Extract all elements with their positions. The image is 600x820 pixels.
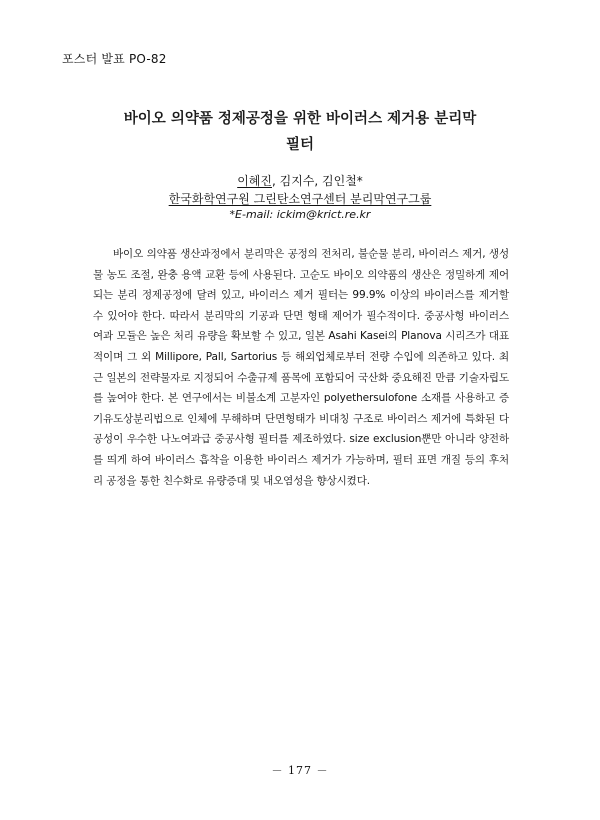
page-number: － 177 － bbox=[271, 764, 329, 777]
paper-title bbox=[60, 106, 540, 158]
corresponding-email: *E-mail: ickim@krict.re.kr bbox=[229, 208, 371, 221]
paper-title-line-2: 필터 bbox=[285, 137, 314, 153]
affiliation bbox=[60, 190, 540, 208]
session-label: 포스터 발표 PO-82 bbox=[62, 52, 167, 66]
abstract-body: 바이오 의약품 생산과정에서 분리막은 공정의 전처리, 불순물 분리, 바이러스 제거, 생성물 농도 조절, 완충 용액 교환 등에 사용된다. 고순도 바이오 의약품의 생산은 정밀하게 제어되는 분리 정제공정에 달려 있고, 바이러스 제거 필터는 99.9% 이상의 바이러스를 제거할 수 있어야 한다. 따라서 분리막의 기공과 단면 형태 제어가 필수적이다. 중공사형 바이러스 여과 모듈은 높은 처리 유량을 확보할 수 있고, 일본 Asahi Kasei의 Planova 시리즈가 대표적이며 그 외 Millipore, Pall, Sartorius 등 해외업체로부터 전량 수입에 의존하고 있다. 최근 일본의 전략물자로 지정되어 수출규제 품목에 포함되어 국산화 중요해진 만큼 기술자립도를 높여야 한다. 본 연구에서는 비불소계 고분자인 polyethersulofone 소재를 사용하고 증기유도상분리법으로 인체에 무해하며 단면형태가 비대칭 구조로 바이러스 제거에 특화된 다공성이 우수한 나노여과급 중공사형 필터를 제조하였다. size exclusion뿐만 아니라 양전하를 띄게 하여 바이러스 흡착을 이용한 바이러스 제거가 가능하며, 필터 표면 개질 등의 후처리 공정을 통한 친수화로 유량증대 및 내오염성을 향상시켰다. bbox=[93, 248, 509, 487]
paper-title-line-1: 바이오 의약품 정제공정을 위한 바이러스 제거용 분리막 bbox=[123, 111, 477, 127]
co-authors: , 김지수, 김인철* bbox=[271, 174, 363, 188]
author-list bbox=[60, 172, 540, 190]
presenting-author: 이혜진 bbox=[237, 174, 272, 188]
affiliation-text: 한국화학연구원 그린탄소연구센터 분리막연구그룹 bbox=[168, 192, 432, 206]
author-block bbox=[60, 172, 540, 208]
